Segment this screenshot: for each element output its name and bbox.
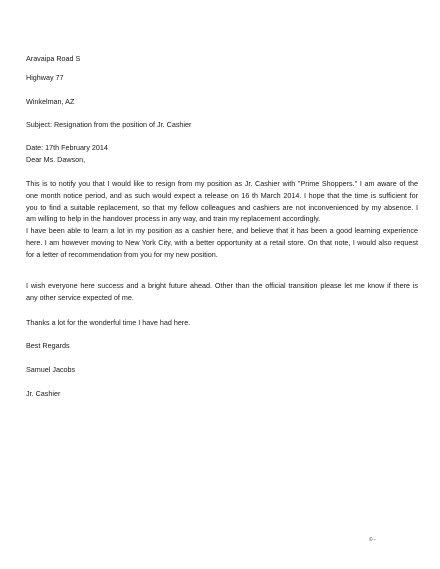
body-paragraph-1 xyxy=(26,178,418,261)
signature-title: Jr. Cashier xyxy=(26,389,61,398)
address-line-2: Highway 77 xyxy=(26,73,64,82)
footer-copyright: © - xyxy=(369,537,376,543)
paragraph-1-line: you to find a suitable replacement, so that my fellow colleagues and cashiers are not inconvenienced by my absence. I xyxy=(26,202,418,212)
paragraph-2-line: any other service expected of me. xyxy=(26,292,134,302)
closing: Best Regards xyxy=(26,341,70,350)
paragraph-1-line: here. I am however moving to New York City, with a better opportunity at a retail store. On that note, I would also request xyxy=(26,237,418,247)
subject-line: Subject: Resignation from the position of Jr. Cashier xyxy=(26,120,192,129)
paragraph-1-line: I have been able to learn a lot in my position as a cashier here, and believe that it has been a good learning experience xyxy=(26,226,418,236)
address-line-1: Aravaipa Road S xyxy=(26,54,81,63)
paragraph-1-line: one month notice period, and as such would expect a release on 16 th March 2014. I hope that the time is sufficient for xyxy=(26,190,418,200)
thanks-line: Thanks a lot for the wonderful time I have had here. xyxy=(26,318,191,327)
address-line-3: Winkelman, AZ xyxy=(26,97,75,106)
paragraph-1-line: am willing to help in the handover process in any way, and train my replacement accordingly. xyxy=(26,214,321,224)
signature-name: Samuel Jacobs xyxy=(26,365,76,374)
date-line: Date: 17th February 2014 xyxy=(26,143,108,152)
paragraph-1-line: This is to notify you that I would like to resign from my position as Jr. Cashier with "Prime Shoppers." I am aware of the xyxy=(26,179,418,188)
body-paragraph-2 xyxy=(26,280,418,304)
salutation: Dear Ms. Dawson, xyxy=(26,155,86,164)
paragraph-2-line: I wish everyone here success and a bright future ahead. Other than the official transition please let me know if there is xyxy=(26,281,418,290)
paragraph-1-line: for a letter of recommendation from you for my new position. xyxy=(26,249,218,259)
